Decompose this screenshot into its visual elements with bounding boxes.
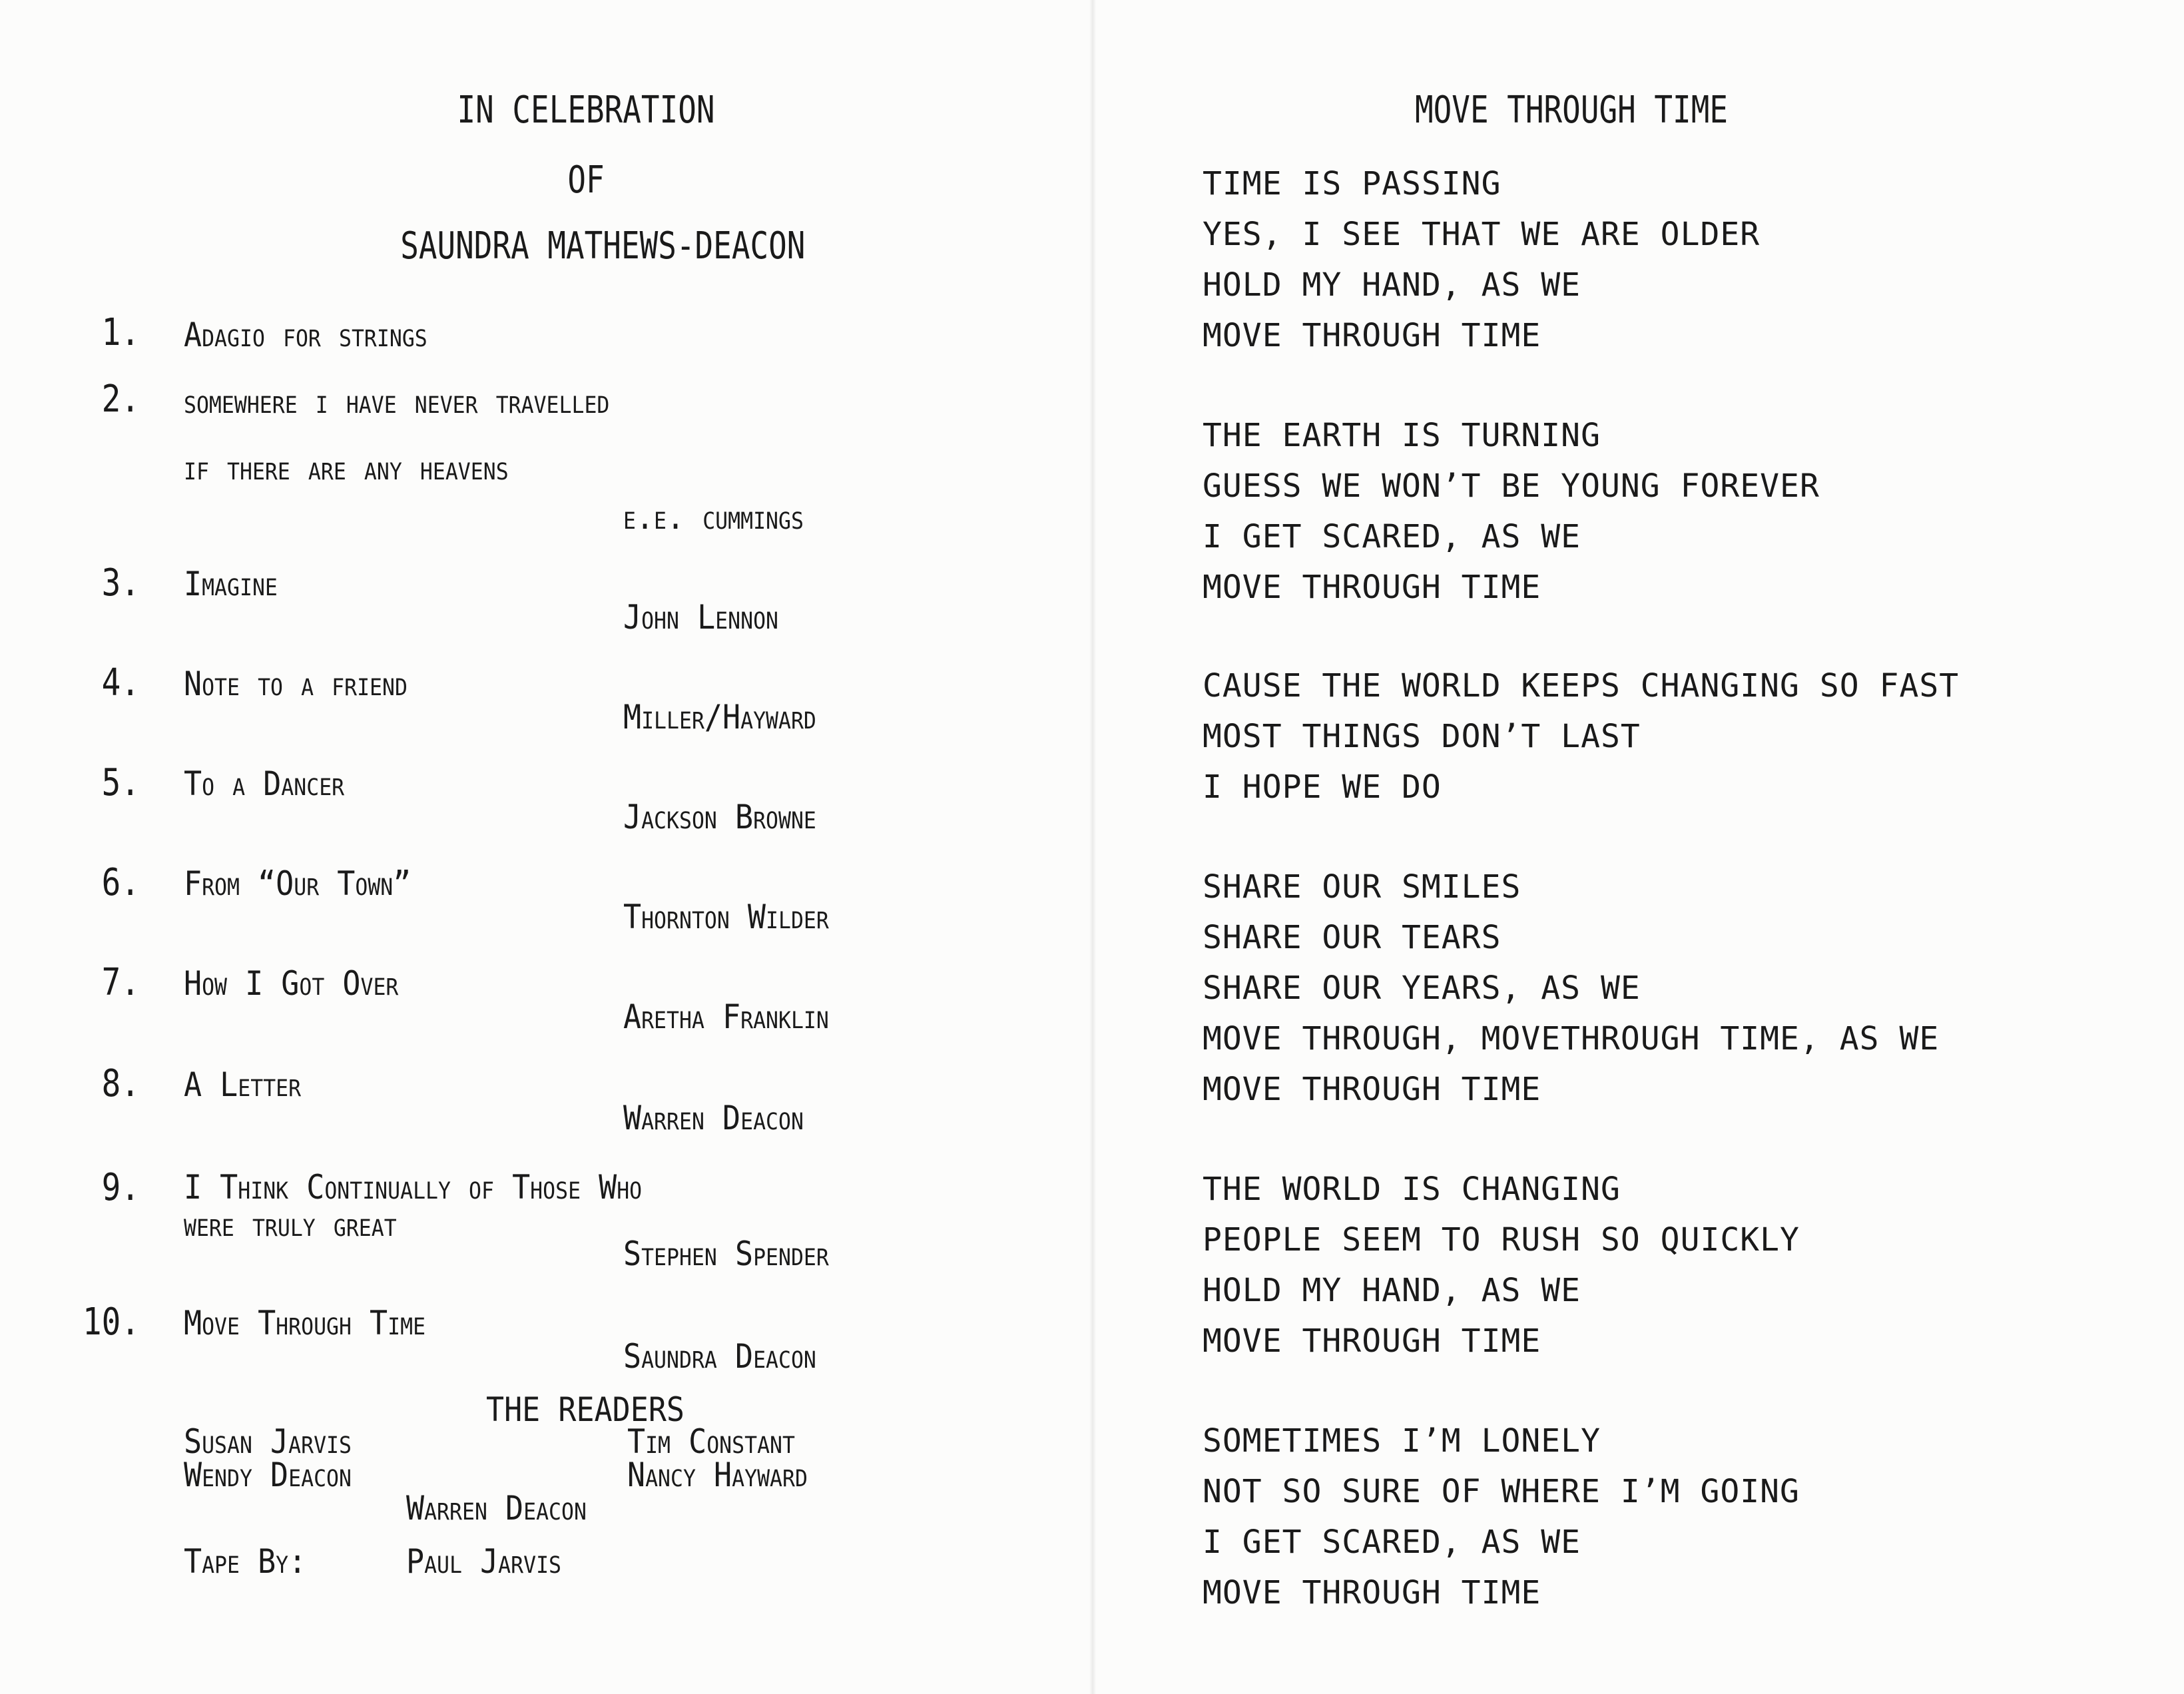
item-title: Imagine: [184, 565, 278, 603]
lyric-line: TIME IS PASSING: [1203, 165, 1502, 202]
item-author: Thornton Wilder: [623, 898, 829, 936]
lyric-line: PEOPLE SEEM TO RUSH SO QUICKLY: [1203, 1221, 1800, 1259]
lyric-line: THE EARTH IS TURNING: [1203, 417, 1601, 454]
program-title-line: OF: [567, 158, 605, 202]
item-number: 4.: [101, 661, 140, 705]
program-title-line: SAUNDRA MATHEWS-DEACON: [400, 224, 806, 268]
lyric-line: MOVE THROUGH TIME: [1203, 1071, 1541, 1108]
item-title: A Letter: [184, 1065, 302, 1104]
item-title: How I Got Over: [184, 964, 399, 1003]
lyric-line: MOVE THROUGH TIME: [1203, 1574, 1541, 1611]
lyric-line: MOVE THROUGH TIME: [1203, 317, 1541, 354]
program-title-line: IN CELEBRATION: [457, 89, 715, 132]
reader-name: Susan Jarvis: [184, 1422, 352, 1461]
item-title: Adagio for strings: [184, 316, 427, 354]
item-number: 8.: [101, 1062, 140, 1105]
item-title: I Think Continually of Those Who: [184, 1168, 643, 1207]
item-number: 6.: [101, 861, 140, 904]
tape-label: Tape By:: [184, 1542, 307, 1581]
lyric-line: I GET SCARED, AS WE: [1203, 518, 1581, 555]
item-title: were truly great: [184, 1205, 397, 1244]
lyric-line: MOVE THROUGH TIME: [1203, 1322, 1541, 1360]
item-author: Aretha Franklin: [623, 997, 829, 1036]
lyric-line: MOST THINGS DON’T LAST: [1203, 718, 1641, 755]
lyric-line: THE WORLD IS CHANGING: [1203, 1171, 1621, 1208]
item-title: To a Dancer: [184, 764, 345, 803]
item-author: Miller/Hayward: [623, 698, 816, 736]
lyric-line: HOLD MY HAND, AS WE: [1203, 1272, 1581, 1309]
item-number: 7.: [101, 961, 140, 1004]
reader-name: Warren Deacon: [406, 1489, 587, 1528]
item-number: 9.: [101, 1166, 140, 1209]
lyric-line: YES, I SEE THAT WE ARE OLDER: [1203, 216, 1761, 253]
item-author: e.e. cummings: [623, 498, 804, 537]
item-number: 3.: [101, 561, 140, 605]
reader-name: Wendy Deacon: [184, 1456, 352, 1494]
item-author: Saundra Deacon: [623, 1337, 816, 1376]
item-number: 1.: [101, 311, 140, 354]
lyric-line: HOLD MY HAND, AS WE: [1203, 266, 1581, 304]
item-title: Move Through Time: [184, 1304, 426, 1342]
item-number: 2.: [101, 378, 140, 421]
lyric-line: I GET SCARED, AS WE: [1203, 1524, 1581, 1561]
lyric-line: I HOPE WE DO: [1203, 768, 1442, 806]
item-author: Warren Deacon: [623, 1099, 804, 1137]
item-author: Stephen Spender: [623, 1235, 829, 1273]
item-title: if there are any heavens: [184, 449, 509, 487]
item-title: From “Our Town”: [184, 864, 411, 903]
item-author: Jackson Browne: [623, 798, 816, 836]
lyric-line: CAUSE THE WORLD KEEPS CHANGING SO FAST: [1203, 667, 1960, 705]
item-title: somewhere i have never travelled: [184, 382, 610, 421]
page-fold: [1089, 0, 1096, 1694]
lyric-line: MOVE THROUGH TIME: [1203, 569, 1541, 606]
lyric-line: SHARE OUR YEARS, AS WE: [1203, 970, 1641, 1007]
lyric-line: SHARE OUR SMILES: [1203, 868, 1521, 906]
tape-name: Paul Jarvis: [406, 1542, 562, 1581]
reader-name: Tim Constant: [627, 1422, 795, 1461]
readers-heading: THE READERS: [486, 1390, 685, 1429]
item-number: 10.: [83, 1300, 140, 1344]
item-title: Note to a friend: [184, 665, 408, 703]
lyric-line: MOVE THROUGH, MOVETHROUGH TIME, AS WE: [1203, 1020, 1940, 1057]
item-author: John Lennon: [623, 598, 779, 637]
lyric-line: SHARE OUR TEARS: [1203, 919, 1502, 956]
lyric-line: NOT SO SURE OF WHERE I’M GOING: [1203, 1473, 1800, 1510]
reader-name: Nancy Hayward: [627, 1456, 808, 1494]
item-number: 5.: [101, 761, 140, 804]
lyric-line: SOMETIMES I’M LONELY: [1203, 1422, 1601, 1460]
lyric-line: GUESS WE WON’T BE YOUNG FOREVER: [1203, 467, 1820, 505]
lyrics-title: MOVE THROUGH TIME: [1415, 89, 1728, 132]
